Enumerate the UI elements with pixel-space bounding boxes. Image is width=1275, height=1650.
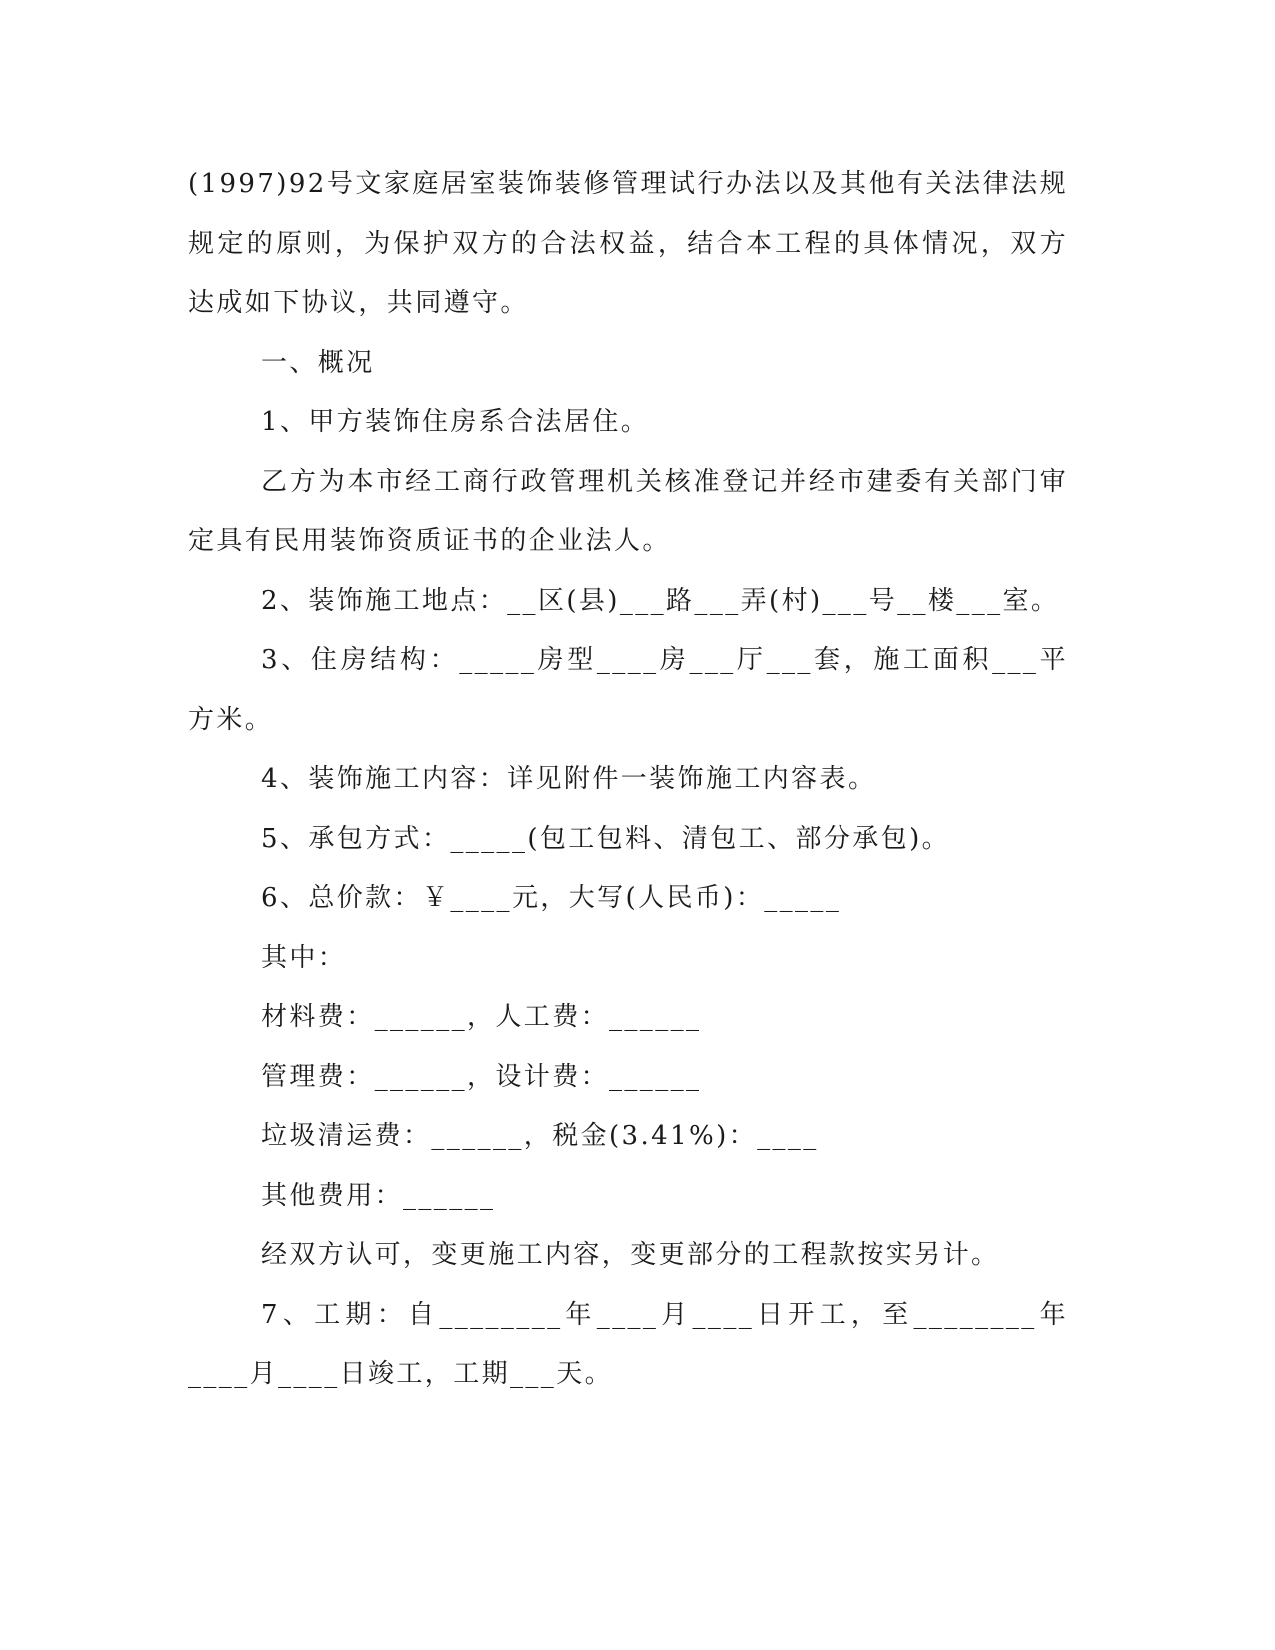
cost-line-management-design: 管理费：______，设计费：______: [261, 1061, 702, 1092]
clause-party-b-qualification: 乙方为本市经工商行政管理机关核准登记并经市建委有关部门审定具有民用装饰资质证书的企业法人。: [188, 466, 1068, 556]
cost-line-other: 其他费用：______: [261, 1180, 496, 1211]
clause-6-total-price: 6、总价款：￥____元，大写(人民币)：_____: [261, 883, 842, 913]
clause-4-construction-content: 4、装饰施工内容：详见附件一装饰施工内容表。: [261, 764, 877, 794]
clause-change-terms: 经双方认可，变更施工内容，变更部分的工程款按实另计。: [261, 1240, 1000, 1270]
paragraph-legal-basis: (1997)92号文家庭居室装饰装修管理试行办法以及其他有关法律法规规定的原则，为保护双方的合法权益，结合本工程的具体情况，双方达成如下协议，共同遵守。: [188, 169, 1068, 318]
clause-3-housing-structure: 3、住房结构：_____房型____房___厅___套，施工面积___平方米。: [188, 645, 1068, 735]
cost-breakdown-heading: 其中：: [261, 942, 347, 973]
cost-line-materials-labor: 材料费：______，人工费：______: [261, 1002, 702, 1032]
clause-5-contract-method: 5、承包方式：_____(包工包料、清包工、部分承包)。: [261, 823, 951, 854]
cost-line-waste-tax: 垃圾清运费：______，税金(3.41%)：____: [261, 1121, 819, 1151]
clause-7-schedule: 7、工期：自________年____月____日开工，至________年____月____日竣工，工期___天。: [188, 1299, 1068, 1389]
clause-1-party-a-housing: 1、甲方装饰住房系合法居住。: [261, 407, 650, 437]
contract-body: [188, 155, 1068, 1405]
section-heading-overview: 一、概况: [261, 347, 375, 378]
clause-2-construction-site: 2、装饰施工地点：__区(县)___路___弄(村)___号__楼___室。: [261, 585, 1060, 616]
